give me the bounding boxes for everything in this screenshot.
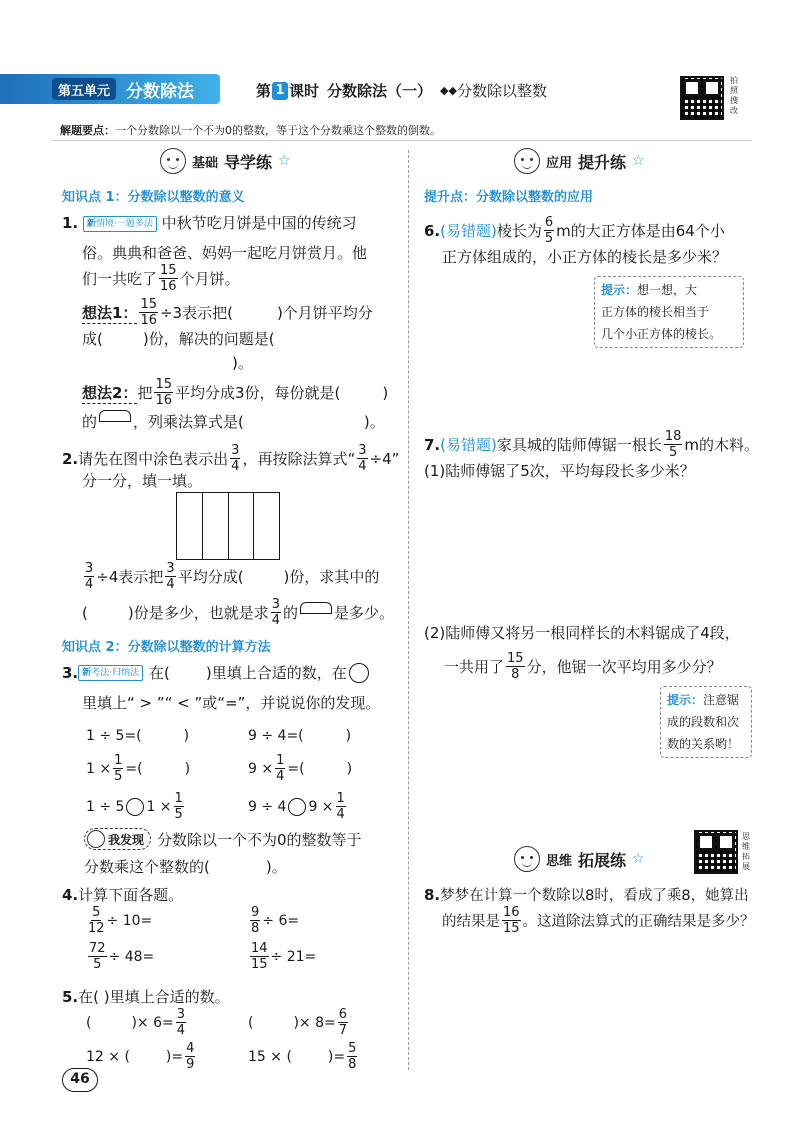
fraction-denominator: 8	[511, 667, 520, 682]
q3-tag-new: 新	[82, 667, 92, 678]
q4-op: ÷ 48=	[108, 948, 155, 965]
q2-exp-e: )份是多少，也就是求	[127, 604, 269, 622]
section-extend-small: 思维	[546, 853, 573, 869]
q3-discover-1	[84, 828, 362, 850]
q5-a2: )× 6=	[131, 1014, 174, 1031]
q5-item-b	[248, 1008, 350, 1037]
fraction-numerator: 3	[231, 443, 240, 458]
fraction	[230, 444, 240, 473]
fraction-numerator: 18	[664, 429, 682, 444]
section-apply-small: 应用	[546, 155, 573, 171]
q1-text-3b: 个月饼。	[179, 270, 240, 288]
knowledge-point-2: 知识点 2：分数除以整数的计算方法	[62, 640, 271, 655]
fraction	[357, 444, 367, 473]
rect-part[interactable]	[254, 493, 279, 559]
star-icon: ☆	[632, 851, 645, 867]
q5-title-text: 在( )里填上合适的数。	[78, 988, 230, 1006]
q6-text-1b: m的大正方体是由64个小	[556, 222, 725, 240]
qr-code-icon[interactable]	[680, 76, 724, 120]
fraction-numerator: 3	[85, 561, 94, 576]
rect-part[interactable]	[229, 493, 255, 559]
q7-sub2-line2	[444, 652, 722, 681]
hint-text-3: 数的关系哟！	[667, 737, 740, 751]
q8-text-2a: 的结果是	[442, 914, 500, 930]
q4-item	[248, 942, 316, 971]
fraction	[544, 216, 554, 245]
q1-tag-new: 新	[86, 218, 96, 229]
fraction-numerator: 1	[114, 753, 123, 768]
fraction	[338, 1008, 348, 1037]
fraction-numerator: 6	[338, 1007, 348, 1022]
idea1-text-b: )个月饼平均分	[276, 304, 373, 322]
qr-code-icon[interactable]	[694, 830, 738, 874]
qr2-caption: 思维拓展	[742, 832, 750, 871]
q3-number: 3.	[62, 663, 79, 682]
q3-r1l-end: )	[183, 728, 190, 744]
q1-tag-text: 情境·一题多法	[95, 218, 153, 229]
mascot-icon	[514, 846, 540, 872]
q2-line2: 分一分，填一填。	[82, 472, 203, 490]
lesson-number-badge: 1	[272, 82, 288, 100]
fraction-numerator: 5	[92, 905, 101, 920]
mascot-icon	[514, 148, 540, 174]
fraction-denominator: 12	[88, 921, 105, 936]
fraction-numerator: 6	[544, 215, 554, 230]
q2-exp-f: 的	[283, 604, 299, 622]
fraction	[275, 754, 285, 783]
idea1-label: 想法1：	[82, 303, 138, 322]
fraction-numerator: 4	[186, 1041, 195, 1056]
q1-number: 1.	[62, 214, 79, 232]
q3-line2: 里填上“ > ”“ < ”或“=”，并说说你的发现。	[82, 694, 381, 712]
q6-line1	[424, 216, 725, 245]
q3-row2-left	[86, 754, 190, 783]
fraction	[250, 942, 269, 971]
q7-tag: (易错题)	[440, 436, 497, 454]
unit-label: 第五单元	[52, 78, 116, 100]
q3-row1-left	[86, 728, 189, 744]
q2-explain-2	[82, 598, 394, 627]
fraction-denominator: 16	[160, 279, 177, 294]
q1-idea2-line1	[82, 378, 388, 407]
q6-text-1a: 棱长为	[496, 222, 542, 240]
q3-tag	[78, 665, 143, 681]
fraction-numerator: 5	[348, 1041, 357, 1056]
lesson-subtitle: 分数除以整数	[456, 82, 547, 100]
promotion-point: 提升点：分数除以整数的应用	[424, 190, 594, 205]
arrows-icon: ◆◆	[440, 84, 457, 97]
fraction-denominator: 16	[140, 313, 157, 328]
fraction-denominator: 15	[503, 921, 520, 936]
q1-tag	[83, 216, 157, 232]
q3-text-1a: 在(	[149, 664, 170, 682]
compare-circle[interactable]	[288, 798, 306, 816]
q2-exp-d: (	[82, 603, 88, 622]
q8-line1	[424, 884, 749, 905]
section-basic-heading	[160, 148, 291, 174]
column-divider	[408, 150, 409, 1070]
fraction	[174, 792, 184, 821]
q4-op: ÷ 6=	[262, 912, 300, 929]
fraction-denominator: 4	[336, 807, 345, 822]
q7-text-1b: m的木料。	[684, 436, 760, 454]
hint-text-1: 想一想，大	[637, 283, 698, 297]
q3-r1l: 1 ÷ 5=(	[86, 728, 142, 744]
fraction	[88, 942, 107, 971]
q1-idea2-line2	[82, 410, 385, 432]
q5-b2: )× 8=	[293, 1014, 336, 1031]
q3-r3r-a: 9 ÷ 4	[248, 798, 287, 815]
q7-hint	[660, 686, 752, 758]
q2-text-1a: 请先在图中涂色表示出	[78, 450, 229, 468]
q5-b1: (	[248, 1014, 254, 1031]
section-extend-heading	[514, 846, 645, 872]
idea2-text-e: ，列乘法算式是(	[133, 412, 244, 431]
fraction-numerator: 3	[358, 443, 367, 458]
q7-sub1: (1)陆师傅锯了5次，平均每段长多少米？	[424, 462, 695, 480]
fraction-denominator: 16	[155, 393, 172, 408]
section-basic-small: 基础	[192, 155, 219, 171]
q4-item	[248, 906, 299, 935]
header-divider	[52, 140, 752, 141]
fraction	[88, 906, 105, 935]
idea1-text-a: ÷3表示把(	[159, 304, 233, 322]
q3-r2l-c: )	[184, 760, 191, 777]
q2-exp-c: )份，求其中的	[283, 568, 380, 586]
q5-d1: 15 × (	[248, 1048, 292, 1065]
q5-c2: )=	[165, 1048, 184, 1065]
fraction-denominator: 9	[186, 1057, 195, 1072]
q2-line1	[62, 444, 399, 473]
q4-op: ÷ 21=	[270, 948, 317, 965]
q3-r3l-a: 1 ÷ 5	[86, 798, 125, 815]
hint-text-1: 注意锯	[703, 693, 740, 707]
idea2-text-f: )。	[363, 412, 385, 431]
q6-tag: (易错题)	[440, 222, 497, 240]
lesson-title	[256, 80, 547, 101]
q2-explain-1	[82, 562, 379, 591]
fraction-denominator: 4	[85, 577, 94, 592]
fraction	[113, 754, 123, 783]
hint-label: 提示：	[601, 283, 638, 297]
q5-item-a	[86, 1008, 188, 1037]
q2-exp-b: 平均分成(	[177, 568, 244, 586]
q7-sub2-b: 一共用了	[444, 658, 505, 676]
q8-number: 8.	[424, 886, 441, 904]
q3-r2l-b: =(	[125, 760, 143, 777]
fraction	[176, 1008, 186, 1037]
fraction-numerator: 3	[166, 561, 175, 576]
q6-number: 6.	[424, 221, 441, 240]
q1-text-3a: 们一共吃了	[82, 270, 158, 288]
q2-text-1b: ，再按除法算式“	[242, 450, 356, 468]
rect-part[interactable]	[203, 493, 229, 559]
q1-idea1-line3: )。	[232, 354, 253, 372]
section-apply-title: 提升练	[578, 152, 627, 172]
idea2-text-c: )	[382, 383, 389, 402]
q6-line2: 正方体组成的，小正方体的棱长是多少米？	[442, 248, 728, 266]
fraction-denominator: 5	[114, 769, 123, 784]
fraction-numerator: 3	[176, 1007, 186, 1022]
fraction	[84, 562, 94, 591]
q5-c1: 12 × (	[86, 1048, 130, 1065]
discover-text-c: )。	[265, 858, 287, 876]
fraction	[159, 264, 178, 293]
fraction-blank[interactable]	[300, 602, 332, 624]
q7-sub2-line1: (2)陆师傅又将另一根同样长的木料锯成了4段，	[424, 624, 740, 642]
fraction-denominator: 4	[176, 1023, 186, 1038]
q7-text-1a: 家具城的陆师傅锯一根长	[496, 436, 662, 454]
q3-r2r-b: =(	[287, 760, 305, 777]
q3-r3l-b: 1 ×	[146, 798, 172, 815]
lesson-suffix: 课时	[289, 82, 320, 100]
idea1-text-c: 成(	[82, 330, 103, 348]
fraction-denominator: 7	[338, 1023, 348, 1038]
q8-text-2b: 。这道除法算式的正确结果是多少？	[522, 914, 755, 930]
page-number: 46	[62, 1068, 98, 1092]
q2-text-1c: ÷4”	[369, 449, 400, 468]
q5-item-d	[248, 1042, 359, 1071]
hint-label: 提示：	[667, 693, 704, 707]
q1-line2: 俗。典典和爸爸、妈妈一起吃月饼赏月。他	[82, 244, 368, 262]
fraction-denominator: 4	[276, 769, 285, 784]
q8-text-1: 梦梦在计算一个数除以8时，看成了乘8，她算出	[440, 888, 749, 904]
compare-circle[interactable]	[126, 798, 144, 816]
q8-line2	[442, 906, 755, 935]
q2-exp-a: ÷4表示把	[96, 568, 164, 586]
student-icon	[87, 830, 105, 848]
q3-row1-right	[248, 728, 351, 744]
q1-idea1-line1	[82, 298, 373, 327]
q3-line1	[62, 662, 371, 683]
q3-r2l-a: 1 ×	[86, 760, 112, 777]
q3-r1r: 9 ÷ 4=(	[248, 728, 304, 744]
fraction	[506, 652, 525, 681]
q6-hint	[594, 276, 744, 348]
q7-line1	[424, 430, 759, 459]
discover-label: 我发现	[108, 832, 145, 847]
section-extend-title: 拓展练	[578, 850, 627, 870]
fraction	[664, 430, 683, 459]
q3-text-1b: )里填上合适的数，在	[205, 664, 347, 682]
star-icon: ☆	[632, 153, 645, 169]
q1-text-1: 中秋节吃月饼是中国的传统习	[161, 214, 357, 232]
fraction-denominator: 5	[93, 957, 102, 972]
fraction-denominator: 4	[271, 613, 280, 628]
section-basic-title: 导学练	[224, 152, 273, 172]
q3-tag-text: 考法·归纳法	[91, 667, 140, 678]
fraction	[154, 378, 173, 407]
q7-sub2-c: 分，他锯一次平均用多少分？	[526, 658, 722, 676]
fraction-denominator: 15	[251, 957, 268, 972]
star-icon: ☆	[278, 153, 291, 169]
key-point-label: 解题要点：	[60, 124, 115, 137]
fraction-numerator: 1	[336, 791, 345, 806]
fraction	[165, 562, 175, 591]
fraction-numerator: 14	[251, 941, 268, 956]
fraction-numerator: 9	[251, 905, 260, 920]
hint-text-2: 正方体的棱长相当于	[601, 305, 710, 319]
q3-discover-2	[84, 856, 287, 877]
q3-r3r-b: 9 ×	[308, 798, 334, 815]
fraction-denominator: 4	[166, 577, 175, 592]
fraction-denominator: 8	[251, 921, 260, 936]
hint-text-3: 几个小正方体的棱长。	[601, 327, 722, 341]
unit-title: 分数除法	[126, 82, 194, 102]
q5-d2: )=	[327, 1048, 346, 1065]
q2-number: 2.	[62, 449, 79, 468]
idea2-text-b: 平均分成3份，每份就是(	[175, 384, 341, 402]
q3-r2r-c: )	[346, 760, 353, 777]
fraction-numerator: 15	[155, 377, 172, 392]
q1-line3	[82, 264, 240, 293]
key-point-text: 一个分数除以一个不为0的整数，等于这个分数乘这个整数的倒数。	[115, 124, 441, 137]
discover-text-b: 分数乘这个整数的(	[84, 858, 210, 876]
q2-exp-g: 是多少。	[334, 604, 395, 622]
fraction-denominator: 8	[348, 1057, 357, 1072]
discover-badge	[84, 828, 151, 850]
fraction-denominator: 5	[174, 807, 183, 822]
q5-title	[62, 986, 230, 1007]
fraction	[502, 906, 521, 935]
lesson-prefix: 第	[256, 82, 272, 100]
compare-circle-icon	[349, 663, 369, 683]
q3-r2r-a: 9 ×	[248, 760, 274, 777]
fraction-denominator: 4	[231, 459, 240, 474]
q4-item	[86, 942, 154, 971]
fraction	[336, 792, 346, 821]
fraction-numerator: 15	[140, 297, 157, 312]
hint-text-2: 成的段数和次	[667, 715, 740, 729]
fraction-denominator: 4	[358, 459, 367, 474]
fraction-numerator: 1	[174, 791, 183, 806]
fraction	[185, 1042, 195, 1071]
rect-part[interactable]	[177, 493, 203, 559]
q4-number: 4.	[62, 886, 79, 904]
fraction	[139, 298, 158, 327]
idea2-text-d: 的	[82, 412, 98, 431]
q3-row3-right	[248, 792, 348, 821]
q5-item-c	[86, 1042, 197, 1071]
idea2-text-a: 把	[137, 384, 153, 402]
idea1-text-d: )份，解决的问题是(	[142, 330, 275, 348]
fraction-numerator: 1	[276, 753, 285, 768]
fraction-numerator: 15	[507, 651, 524, 666]
q4-title-text: 计算下面各题。	[78, 886, 184, 904]
fraction	[271, 598, 281, 627]
fraction-numerator: 3	[271, 597, 280, 612]
discover-text-a: 分数除以一个不为0的整数等于	[157, 830, 362, 849]
q7-number: 7.	[424, 435, 441, 454]
q3-r1r-end: )	[345, 728, 352, 744]
qr-caption: 拍照搜改	[730, 76, 738, 115]
mascot-icon	[160, 148, 186, 174]
fraction	[250, 906, 260, 935]
idea2-label: 想法2：	[82, 383, 138, 402]
fraction-blank[interactable]	[99, 410, 131, 432]
q3-row3-left	[86, 792, 186, 821]
knowledge-point-1: 知识点 1：分数除以整数的意义	[62, 190, 245, 205]
q1-idea1-line2	[82, 328, 275, 349]
q1-line1	[62, 212, 357, 233]
fraction-numerator: 15	[160, 263, 177, 278]
key-point	[60, 122, 441, 138]
q4-item	[86, 906, 152, 935]
fraction-numerator: 16	[503, 905, 520, 920]
fraction-denominator: 5	[544, 231, 554, 246]
q5-number: 5.	[62, 988, 79, 1006]
lesson-title-text: 分数除法（一）	[327, 82, 433, 100]
section-apply-heading	[514, 148, 645, 174]
fraction-numerator: 72	[89, 941, 106, 956]
q5-a1: (	[86, 1014, 92, 1031]
q3-row2-right	[248, 754, 352, 783]
q4-op: ÷ 10=	[106, 912, 153, 929]
shading-rectangle[interactable]	[176, 492, 280, 560]
fraction-denominator: 5	[669, 445, 678, 460]
q4-title	[62, 884, 183, 905]
fraction	[347, 1042, 357, 1071]
